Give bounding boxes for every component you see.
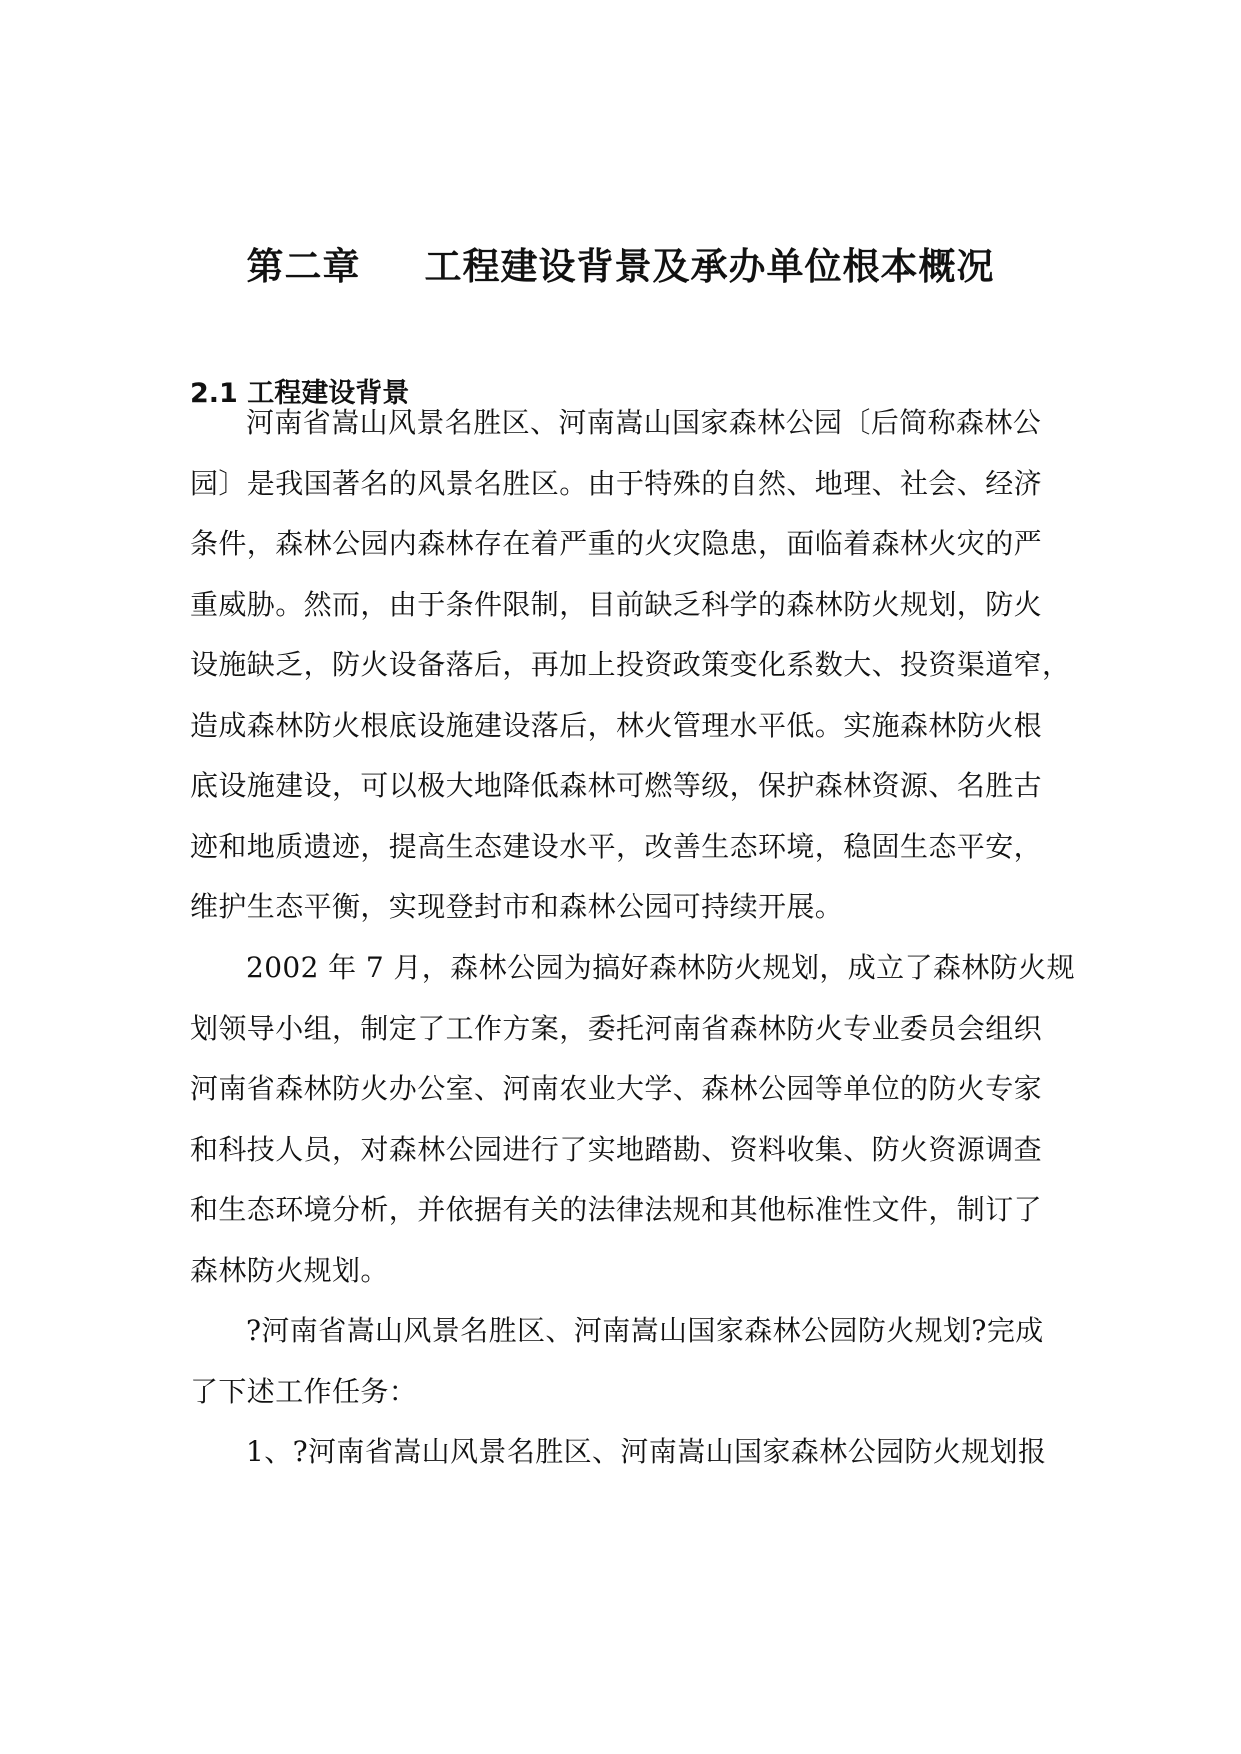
paragraph-line: 1、?河南省嵩山风景名胜区、河南嵩山国家森林公园防火规划报	[246, 1435, 1047, 1468]
paragraph-line: 划领导小组，制定了工作方案，委托河南省森林防火专业委员会组织	[190, 1011, 1043, 1045]
paragraph-4	[190, 1422, 1090, 1483]
paragraph-2	[190, 938, 1090, 1301]
chapter-number: 第二章	[246, 245, 361, 288]
paragraph-line: ?河南省嵩山风景名胜区、河南嵩山国家森林公园防火规划?完成	[246, 1314, 1044, 1347]
paragraph-line: 底设施建设，可以极大地降低森林可燃等级，保护森林资源、名胜古	[190, 769, 1043, 802]
chapter-title-text: 工程建设背景及承办单位根本概况	[424, 245, 995, 288]
paragraph-line: 造成森林防火根底设施建设落后，林火管理水平低。实施森林防火根	[190, 708, 1043, 742]
section-heading: 2.1 工程建设背景	[190, 378, 410, 409]
paragraph-line: 河南省森林防火办公室、河南农业大学、森林公园等单位的防火专家	[190, 1072, 1043, 1105]
paragraph-line: 河南省嵩山风景名胜区、河南嵩山国家森林公园〔后简称森林公	[246, 406, 1042, 439]
paragraph-line: 设施缺乏，防火设备落后，再加上投资政策变化系数大、投资渠道窄，	[190, 648, 1071, 681]
paragraph-line: 条件，森林公园内森林存在着严重的火灾隐患，面临着森林火灾的严	[190, 527, 1043, 560]
paragraph-line: 迹和地质遗迹，提高生态建设水平，改善生态环境，稳固生态平安，	[190, 829, 1043, 863]
paragraph-line: 2002 年 7 月，森林公园为搞好森林防火规划，成立了森林防火规	[246, 951, 1075, 984]
paragraph-line: 和生态环境分析，并依据有关的法律法规和其他标准性文件，制订了	[190, 1193, 1043, 1226]
paragraph-line: 维护生态平衡，实现登封市和森林公园可持续开展。	[190, 890, 844, 923]
paragraph-line: 园〕是我国著名的风景名胜区。由于特殊的自然、地理、社会、经济	[190, 466, 1043, 500]
paragraph-line: 了下述工作任务：	[190, 1374, 418, 1408]
paragraph-line: 重威胁。然而，由于条件限制，目前缺乏科学的森林防火规划，防火	[190, 587, 1043, 621]
paragraph-1	[190, 393, 1090, 938]
paragraph-3	[190, 1301, 1090, 1422]
paragraph-line: 和科技人员，对森林公园进行了实地踏勘、资料收集、防火资源调查	[190, 1132, 1043, 1166]
chapter-title	[0, 236, 1241, 290]
paragraph-line: 森林防火规划。	[190, 1253, 389, 1287]
